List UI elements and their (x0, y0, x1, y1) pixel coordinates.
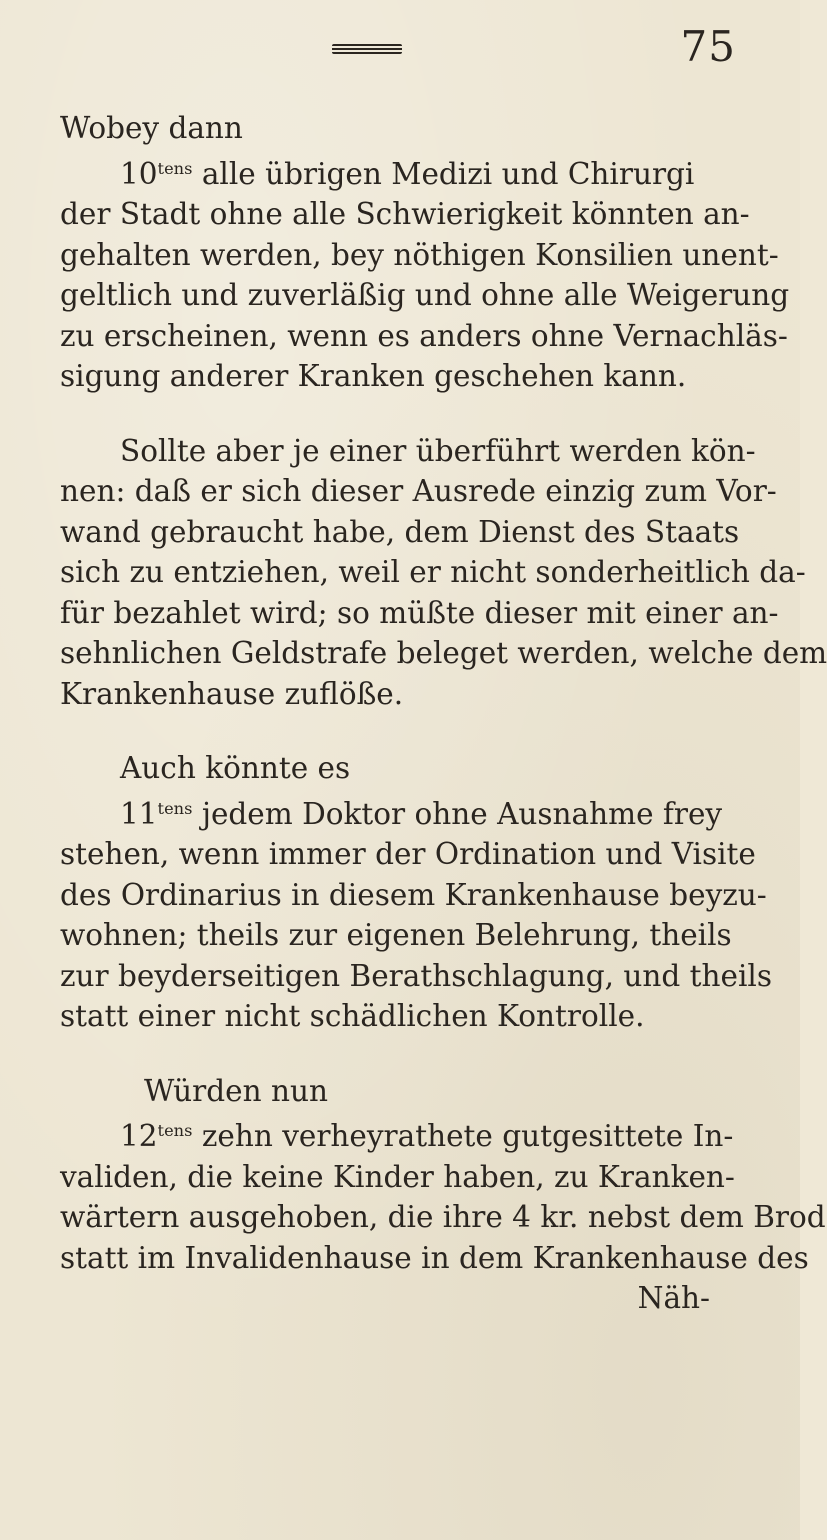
text-line: geltlich und zuverläßig und ohne alle Weigerung (60, 278, 790, 313)
text-line (60, 149, 750, 195)
item-number: 11 (120, 796, 158, 831)
text-line: sich zu entziehen, weil er nicht sonderheitlich da- (60, 555, 806, 590)
line-text: alle übrigen Medizi und Chirurgi (192, 156, 695, 191)
paragraph-1 (60, 108, 790, 397)
text-line: validen, die keine Kinder haben, zu Kranken- (60, 1159, 735, 1194)
paragraph-2 (60, 431, 827, 715)
text-line (60, 1111, 750, 1157)
item-number: 12 (120, 1119, 158, 1154)
text-line: nen: daß er sich dieser Ausrede einzig zum Vor- (60, 474, 777, 509)
page-number: 75 (680, 22, 736, 71)
text-line: Wobey dann (60, 111, 243, 145)
text-line: zur beyderseitigen Berathschlagung, und theils (60, 958, 772, 993)
text-line: sigung anderer Kranken geschehen kann. (60, 359, 687, 394)
paragraph-4 (60, 1071, 826, 1319)
text-line: für bezahlet wird; so müßte dieser mit einer an- (60, 595, 779, 630)
line-text: zehn verheyrathete gutgesittete In- (192, 1119, 734, 1154)
catchword: Näh- (637, 1281, 710, 1316)
text-line: wand gebraucht habe, dem Dienst des Staats (60, 514, 740, 549)
ordinal-suffix: tens (157, 158, 193, 178)
text-line: statt im Invalidenhause in dem Krankenhause des (60, 1240, 809, 1275)
text-line: des Ordinarius in diesem Krankenhause beyzu- (60, 877, 767, 912)
text-line: Auch könnte es (120, 751, 351, 786)
line-text: jedem Doktor ohne Ausnahme frey (192, 796, 723, 831)
paragraph-3 (60, 748, 772, 1037)
text-line: Würden nun (144, 1073, 328, 1108)
ordinal-suffix: tens (157, 1121, 193, 1141)
ordinal-suffix: tens (157, 798, 193, 818)
text-line (60, 789, 750, 835)
text-line: gehalten werden, bey nöthigen Konsilien unent- (60, 237, 779, 272)
text-line: wohnen; theils zur eigenen Belehrung, theils (60, 918, 732, 953)
header-ornament (332, 44, 402, 54)
text-line: wärtern ausgehoben, die ihre 4 kr. nebst dem Brod (60, 1200, 826, 1235)
text-line: statt einer nicht schädlichen Kontrolle. (60, 999, 645, 1034)
text-line: Krankenhause zuflöße. (60, 676, 404, 711)
text-line: zu erscheinen, wenn es anders ohne Vernachläs- (60, 318, 788, 353)
text-line: sehnlichen Geldstrafe beleget werden, welche dem (60, 636, 827, 671)
item-number: 10 (120, 156, 158, 191)
text-line: stehen, wenn immer der Ordination und Visite (60, 837, 756, 872)
text-line: der Stadt ohne alle Schwierigkeit könnten an- (60, 197, 750, 232)
body-text (60, 108, 827, 1319)
text-line: Sollte aber je einer überführt werden kön- (120, 433, 756, 468)
